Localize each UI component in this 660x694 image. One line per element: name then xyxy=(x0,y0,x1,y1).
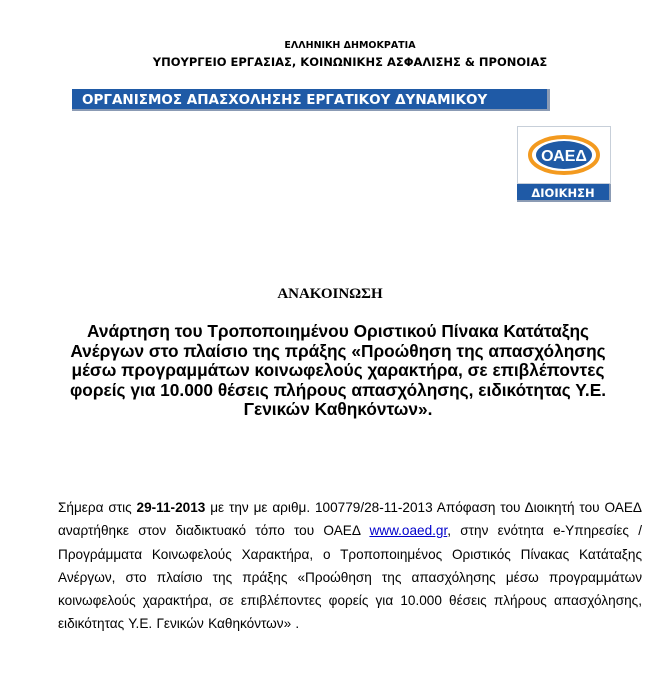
header-republic: ΕΛΛΗΝΙΚΗ ΔΗΜΟΚΡΑΤΙΑ xyxy=(284,40,416,51)
body-part3: , στην ενότητα e-Υπηρεσίες / Προγράμματα Κοινωφελούς Χαρακτήρα, ο Τροποποιημένος Οριστικός Πίνακας Κατάταξης Ανέργων, στο πλαίσιο της πράξης «Προώθηση της απασχόλησης μέσω προγραμμάτων κοινωφελούς χαρακτήρα, σε επιβλέποντες φορείς για 10.000 θέσεις πλήρους απασχόλησης, ειδικότητας Υ.Ε. Γενικών Καθηκόντων» . xyxy=(58,523,642,632)
organization-banner: ΟΡΓΑΝΙΣΜΟΣ ΑΠΑΣΧΟΛΗΣΗΣ ΕΡΓΑΤΙΚΟΥ ΔΥΝΑΜΙΚΟΥ xyxy=(72,89,550,111)
oaed-website-link[interactable]: www.oaed.gr xyxy=(369,523,448,539)
logo-caption: ΔΙΟΙΚΗΣΗ xyxy=(517,184,611,202)
logo-text: ΟΑΕΔ xyxy=(541,148,587,165)
announcement-heading: ΑΝΑΚΟΙΝΩΣΗ xyxy=(277,286,383,302)
oaed-logo-icon xyxy=(518,127,610,183)
header-ministry: ΥΠΟΥΡΓΕΙΟ ΕΡΓΑΣΙΑΣ, ΚΟΙΝΩΝΙΚΗΣ ΑΣΦΑΛΙΣΗΣ & ΠΡΟΝΟΙΑΣ xyxy=(152,55,548,69)
body-part2: με την με αριθμ. 100779/28-11-2013 Απόφαση του Διοικητή του ΟΑΕΔ αναρτήθηκε στον διαδικτυακό τόπο του ΟΑΕΔ xyxy=(58,500,642,539)
body-prefix: Σήμερα στις xyxy=(58,500,137,515)
oaed-logo xyxy=(517,126,611,184)
announcement-body xyxy=(58,496,642,636)
body-date: 29-11-2013 xyxy=(136,500,206,515)
announcement-title: Ανάρτηση του Τροποποιημένου Οριστικού Πίνακα Κατάταξης Ανέργων στο πλαίσιο της πράξης «Προώθηση της απασχόλησης μέσω προγραμμάτων κοινωφελούς χαρακτήρα, σε επιβλέποντες φορείς για 10.000 θέσεις πλήρους απασχόλησης, ειδικότητας Υ.Ε. Γενικών Καθηκόντων». xyxy=(69,321,607,419)
